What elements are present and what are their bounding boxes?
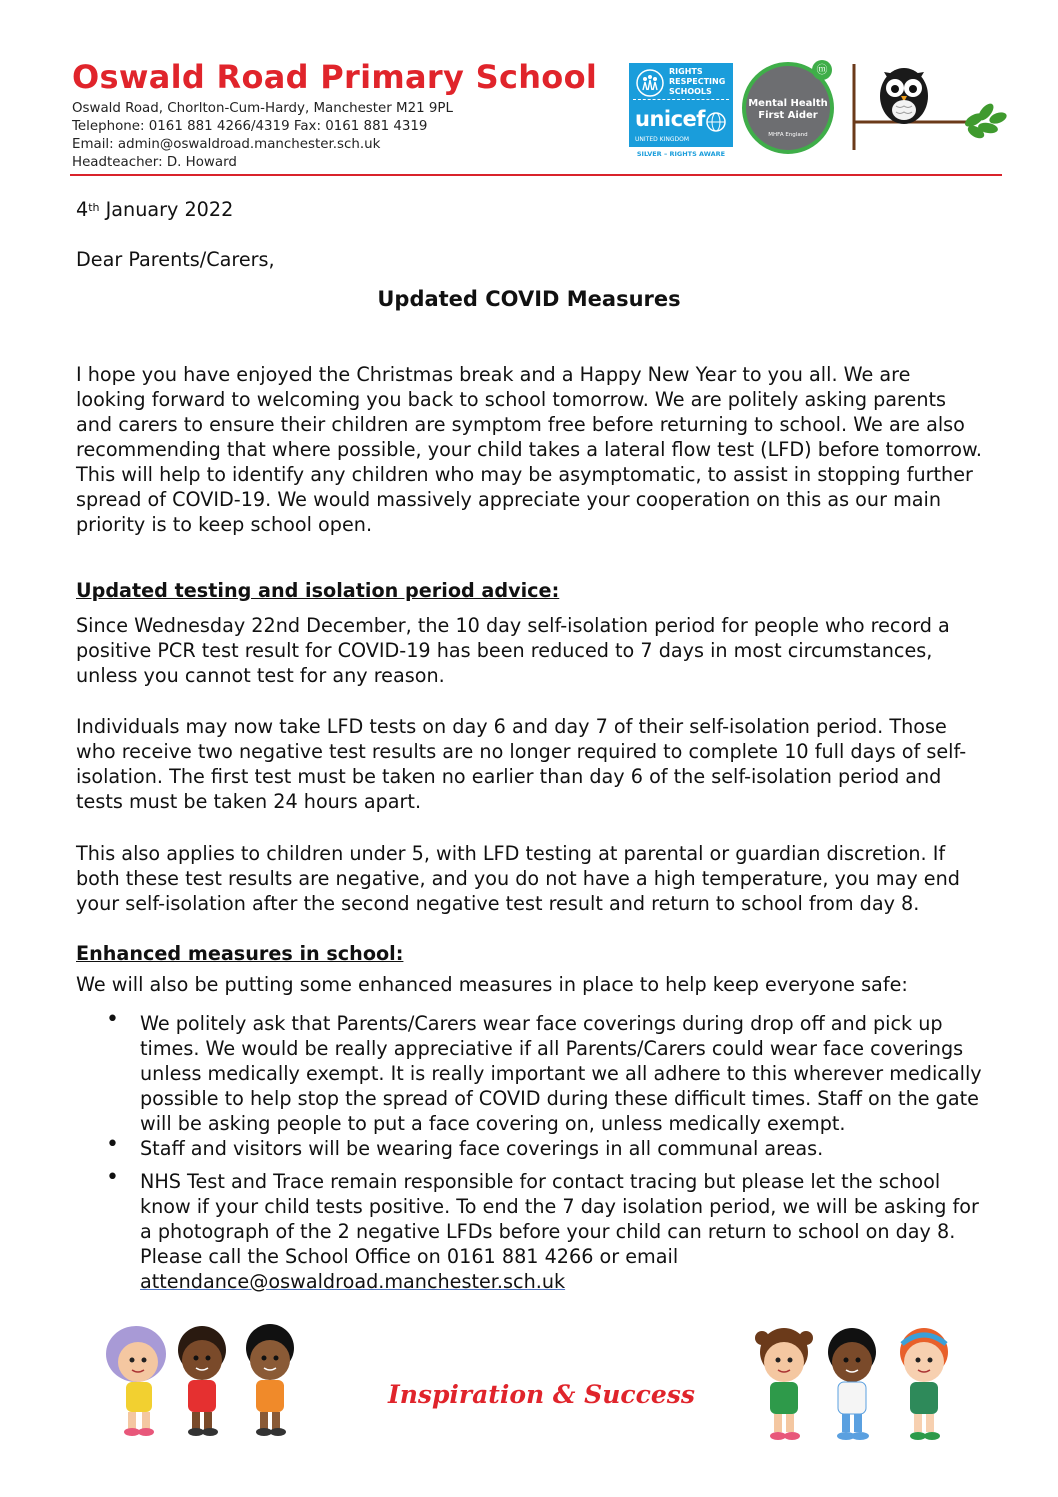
school-address: Oswald Road, Chorlton-Cum-Hardy, Manchester M21 9PL <box>72 101 453 116</box>
school-telephone: Telephone: 0161 881 4266/4319 Fax: 0161 881 4319 <box>72 119 428 134</box>
contact-block <box>72 100 453 172</box>
award-level: SILVER – RIGHTS AWARE <box>629 147 733 161</box>
unicef-country: UNITED KINGDOM <box>635 136 689 143</box>
children-illustration-right <box>748 1322 964 1446</box>
owl-logo-icon <box>848 60 1008 152</box>
intro-paragraph: I hope you have enjoyed the Christmas break and a Happy New Year to you all. We are looking forward to welcoming you back to school tomorrow. We are politely asking parents and carers to ensure their children are symptom free before returning to school. We are also recommending that where possible, your child takes a lateral flow test (LFD) before tomorrow. This will help to identify any children who may be asymptomatic, to assist in stopping further spread of COVID-19. We would massively appreciate your cooperation on this as our main priority is to keep school open. <box>76 363 983 536</box>
header-divider <box>70 174 1002 176</box>
mhfa-logo-icon: ⓜ <box>812 60 832 80</box>
children-globe-icon <box>635 68 665 98</box>
attendance-email-link[interactable]: attendance@oswaldroad.manchester.sch.uk <box>140 1270 566 1293</box>
school-email: Email: admin@oswaldroad.manchester.sch.uk <box>72 137 381 152</box>
mental-health-first-aider-badge: ⓜ Mental Health First Aider MHFA England <box>742 62 834 154</box>
enhanced-intro: We will also be putting some enhanced measures in place to help keep everyone safe: <box>76 973 908 996</box>
salutation: Dear Parents/Carers, <box>76 248 275 271</box>
letter-title: Updated COVID Measures <box>377 287 681 311</box>
list-item: • Staff and visitors will be wearing face coverings in all communal areas. <box>106 1132 824 1160</box>
testing-paragraph-3: This also applies to children under 5, with LFD testing at parental or guardian discretion. If both these test results are negative, and you do not have a high temperature, you may end your self-isolation after the second negative test result and return to school from day 8. <box>76 842 960 915</box>
headteacher: Headteacher: D. Howard <box>72 155 237 170</box>
letter-date: 4th January 2022 <box>76 198 234 221</box>
unicef-rights-respecting-badge <box>628 62 734 162</box>
testing-paragraph-1: Since Wednesday 22nd December, the 10 day self-isolation period for people who record a positive PCR test result for COVID-19 has been reduced to 7 days in most circumstances, unless you cannot test for any reason. <box>76 614 950 687</box>
measures-list <box>76 1007 986 1294</box>
section-heading-enhanced: Enhanced measures in school: <box>76 942 404 965</box>
testing-paragraph-2: Individuals may now take LFD tests on day 6 and day 7 of their self-isolation period. Those who receive two negative test results are no longer required to complete 10 full days of self-isolation. The first test must be taken no earlier than day 6 of the self-isolation period and tests must be taken 24 hours apart. <box>76 715 967 813</box>
unicef-wordmark: unicef <box>635 107 705 131</box>
school-motto: Inspiration & Success <box>388 1380 695 1409</box>
children-illustration-left <box>98 1320 310 1440</box>
school-name: Oswald Road Primary School <box>72 58 598 96</box>
unicef-globe-icon <box>705 111 727 133</box>
list-item: • NHS Test and Trace remain responsible for contact tracing but please let the school know if your child tests positive. To end the 7 day isolation period, we will be asking for a photograph of the 2 negative LFDs before your child can return to school on day 8. Please call the School Office on 0161 881 4266 or email attendance@oswaldroad.manchester.sch.uk <box>106 1165 979 1293</box>
list-item: • We politely ask that Parents/Carers wear face coverings during drop off and pick up times. We would be really appreciative if all Parents/Carers could wear face coverings unless medically exempt. It is really important we all adhere to this wherever medically possible to help stop the spread of COVID during these difficult times. Staff on the gate will be asking people to put a face covering on, unless medically exempt. <box>106 1007 982 1135</box>
rrs-text: RIGHTS RESPECTING SCHOOLS <box>669 67 726 96</box>
section-heading-testing: Updated testing and isolation period advice: <box>76 579 560 602</box>
